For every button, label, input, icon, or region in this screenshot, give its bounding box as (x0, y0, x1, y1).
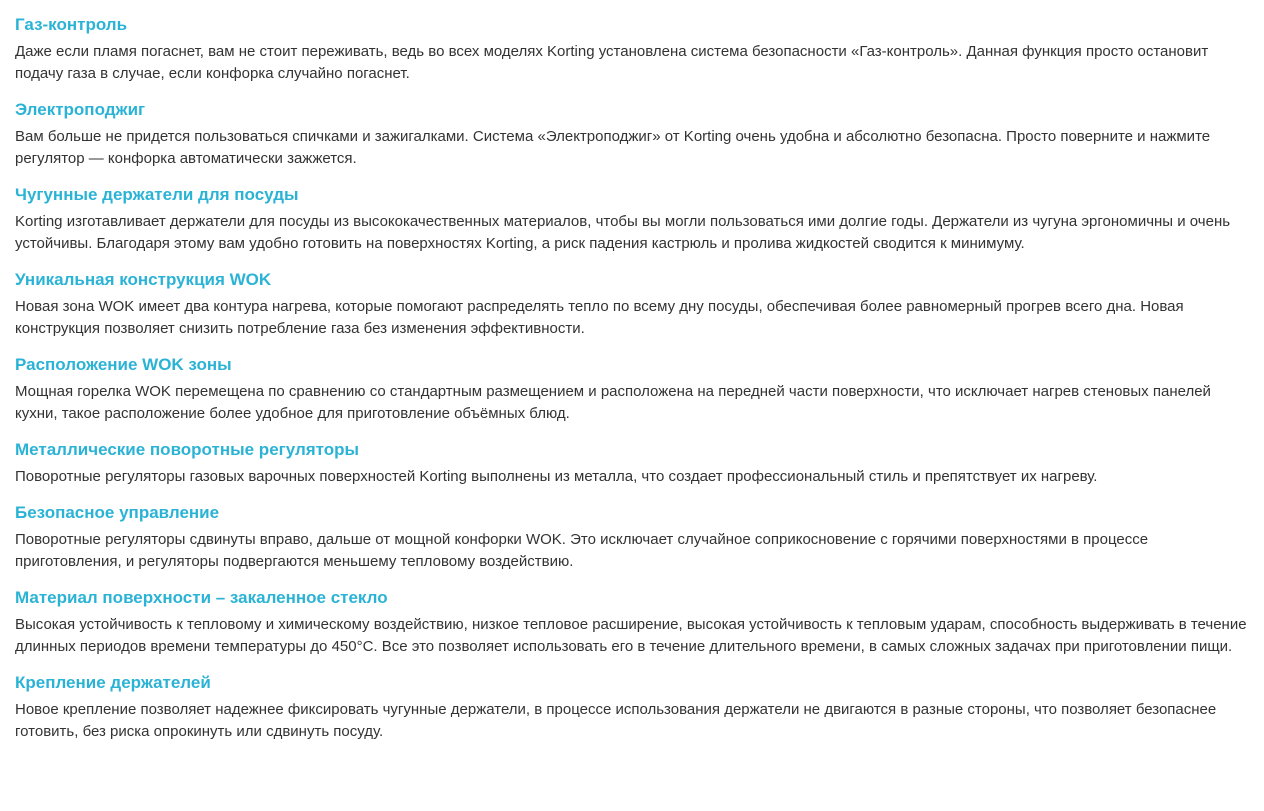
feature-title: Уникальная конструкция WOK (15, 270, 272, 289)
feature-description: Новое крепление позволяет надежнее фиксировать чугунные держатели, в процессе использования держатели не двигаются в разные стороны, что позволяет безопаснее готовить, без риска опрокинуть или сдвинуть посуду. (15, 701, 1217, 740)
feature-metal-knobs (15, 438, 1249, 488)
feature-description: Korting изготавливает держатели для посуды из высококачественных материалов, чтобы вы могли пользоваться ими долгие годы. Держатели из чугуна эргономичны и очень устойчивы. Благодаря этому вам удобно готовить на поверхностях Korting, а риск падения кастрюль и пролива жидкостей сводится к минимуму. (15, 213, 1231, 252)
feature-title: Крепление держателей (15, 673, 211, 692)
feature-electric-ignition (15, 98, 1249, 170)
feature-wok-placement (15, 353, 1249, 425)
feature-description: Высокая устойчивость к тепловому и химическому воздействию, низкое тепловое расширение, высокая устойчивость к тепловым ударам, способность выдерживать в течение длинных периодов времени температуры до 450°С. Все это позволяет использовать его в течение длительного времени, в самых сложных задачах при приготовлении пищи. (15, 616, 1247, 655)
feature-title: Электроподжиг (15, 100, 146, 119)
feature-wok-design (15, 268, 1249, 340)
feature-description: Мощная горелка WOK перемещена по сравнению со стандартным размещением и расположена на передней части поверхности, что исключает нагрев стеновых панелей кухни, такое расположение более удобное для приготовление объёмных блюд. (15, 383, 1211, 422)
feature-gas-control (15, 13, 1249, 85)
feature-title: Газ-контроль (15, 15, 128, 34)
feature-title: Безопасное управление (15, 503, 220, 522)
feature-description: Поворотные регуляторы газовых варочных поверхностей Korting выполнены из металла, что создает профессиональный стиль и препятствует их нагреву. (15, 468, 1098, 485)
feature-safe-control (15, 501, 1249, 573)
feature-description: Новая зона WOK имеет два контура нагрева, которые помогают распределять тепло по всему дну посуды, обеспечивая более равномерный прогрев всего дна. Новая конструкция позволяет снизить потребление газа без изменения эффективности. (15, 298, 1184, 337)
feature-title: Материал поверхности – закаленное стекло (15, 588, 388, 607)
feature-holder-mounting (15, 671, 1249, 743)
feature-description: Поворотные регуляторы сдвинуты вправо, дальше от мощной конфорки WOK. Это исключает случайное соприкосновение с горячими поверхностями в процессе приготовления, и регуляторы подвергаются меньшему тепловому воздействию. (15, 531, 1149, 570)
feature-title: Расположение WOK зоны (15, 355, 232, 374)
feature-title: Чугунные держатели для посуды (15, 185, 299, 204)
feature-description: Вам больше не придется пользоваться спичками и зажигалками. Система «Электроподжиг» от Korting очень удобна и абсолютно безопасна. Просто поверните и нажмите регулятор — конфорка автоматически зажжется. (15, 128, 1211, 167)
feature-tempered-glass (15, 586, 1249, 658)
feature-description: Даже если пламя погаснет, вам не стоит переживать, ведь во всех моделях Korting установлена система безопасности «Газ-контроль». Данная функция просто остановит подачу газа в случае, если конфорка случайно погаснет. (15, 43, 1209, 82)
feature-cast-iron-holders (15, 183, 1249, 255)
feature-title: Металлические поворотные регуляторы (15, 440, 360, 459)
